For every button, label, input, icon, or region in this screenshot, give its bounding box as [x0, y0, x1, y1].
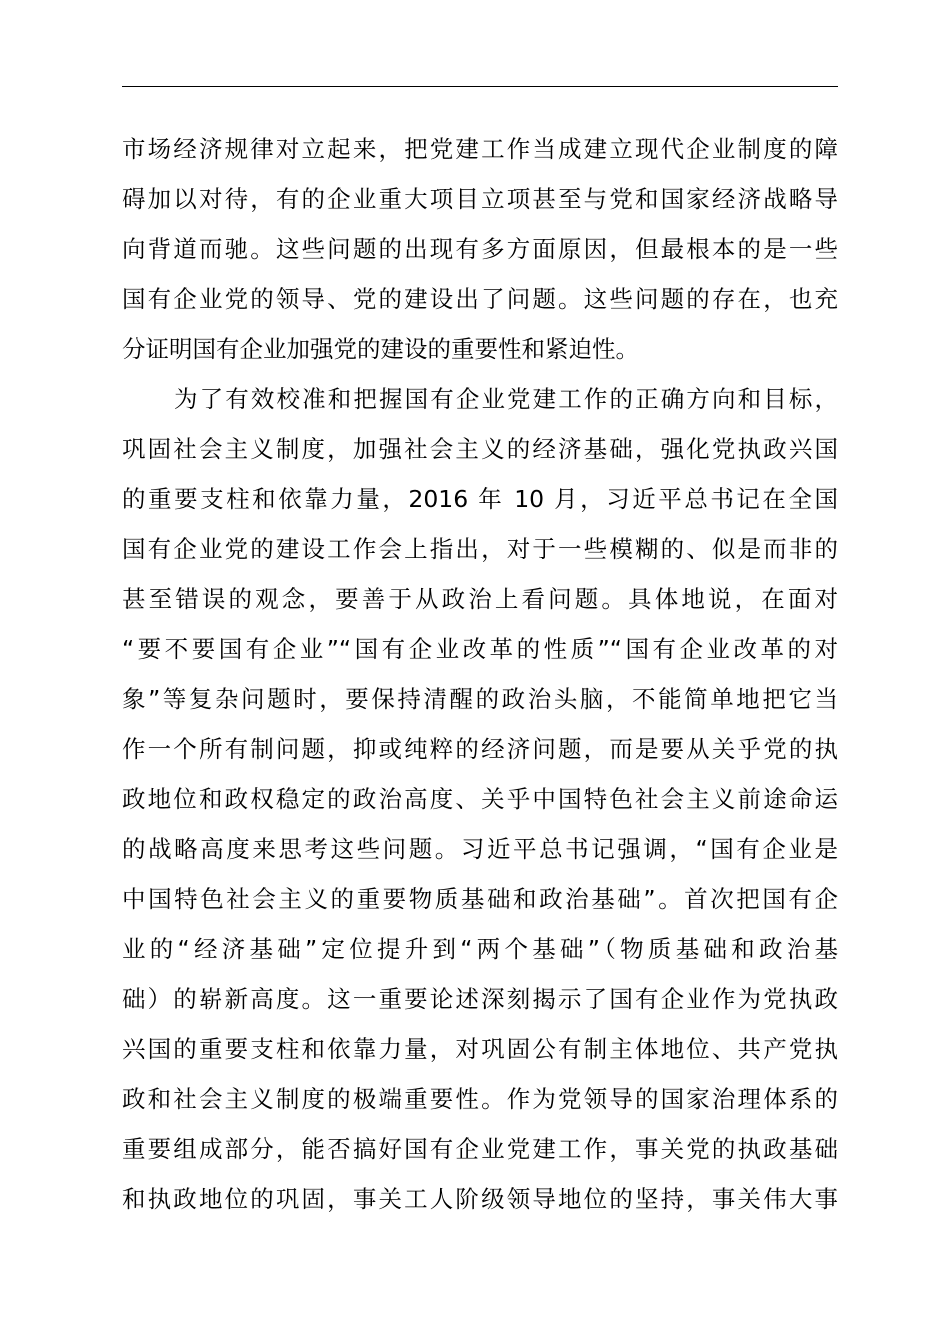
body-text [122, 124, 838, 1224]
header-rule [122, 86, 838, 87]
text-line: 市场经济规律对立起来，把党建工作当成建立现代企业制度的障 [122, 135, 838, 163]
text-line: 政和社会主义制度的极端重要性。作为党领导的国家治理体系的 [122, 1085, 838, 1113]
text-line: 和执政地位的巩固，事关工人阶级领导地位的坚持，事关伟大事 [122, 1185, 838, 1213]
text-line: 向背道而驰。这些问题的出现有多方面原因，但最根本的是一些 [122, 235, 838, 263]
text-line: 兴国的重要支柱和依靠力量，对巩固公有制主体地位、共产党执 [122, 1035, 838, 1063]
text-line: 巩固社会主义制度，加强社会主义的经济基础，强化党执政兴国 [122, 435, 838, 463]
text-line: “要不要国有企业”“国有企业改革的性质”“国有企业改革的对 [122, 635, 838, 663]
text-line: 甚至错误的观念，要善于从政治上看问题。具体地说，在面对 [122, 585, 838, 613]
text-line: 国有企业党的领导、党的建设出了问题。这些问题的存在，也充 [122, 285, 838, 313]
text-line: 分证明国有企业加强党的建设的重要性和紧迫性。 [122, 335, 639, 363]
text-line: 象”等复杂问题时，要保持清醒的政治头脑，不能简单地把它当 [122, 685, 838, 713]
text-line: 碍加以对待，有的企业重大项目立项甚至与党和国家经济战略导 [122, 185, 838, 213]
text-line: 国有企业党的建设工作会上指出，对于一些模糊的、似是而非的 [122, 535, 838, 563]
text-line: 重要组成部分，能否搞好国有企业党建工作，事关党的执政基础 [122, 1135, 838, 1163]
text-line: 础）的崭新高度。这一重要论述深刻揭示了国有企业作为党执政 [122, 985, 838, 1013]
text-line: 的重要支柱和依靠力量，2016 年 10 月，习近平总书记在全国 [122, 485, 838, 513]
text-line: 业的“经济基础”定位提升到“两个基础”（物质基础和政治基 [122, 935, 838, 963]
text-line: 的战略高度来思考这些问题。习近平总书记强调，“国有企业是 [122, 835, 838, 863]
text-line: 中国特色社会主义的重要物质基础和政治基础”。首次把国有企 [122, 885, 838, 913]
text-line: 政地位和政权稳定的政治高度、关乎中国特色社会主义前途命运 [122, 785, 838, 813]
paragraph-start-line: 为了有效校准和把握国有企业党建工作的正确方向和目标， [174, 385, 838, 413]
text-line: 作一个所有制问题，抑或纯粹的经济问题，而是要从关乎党的执 [122, 735, 838, 763]
